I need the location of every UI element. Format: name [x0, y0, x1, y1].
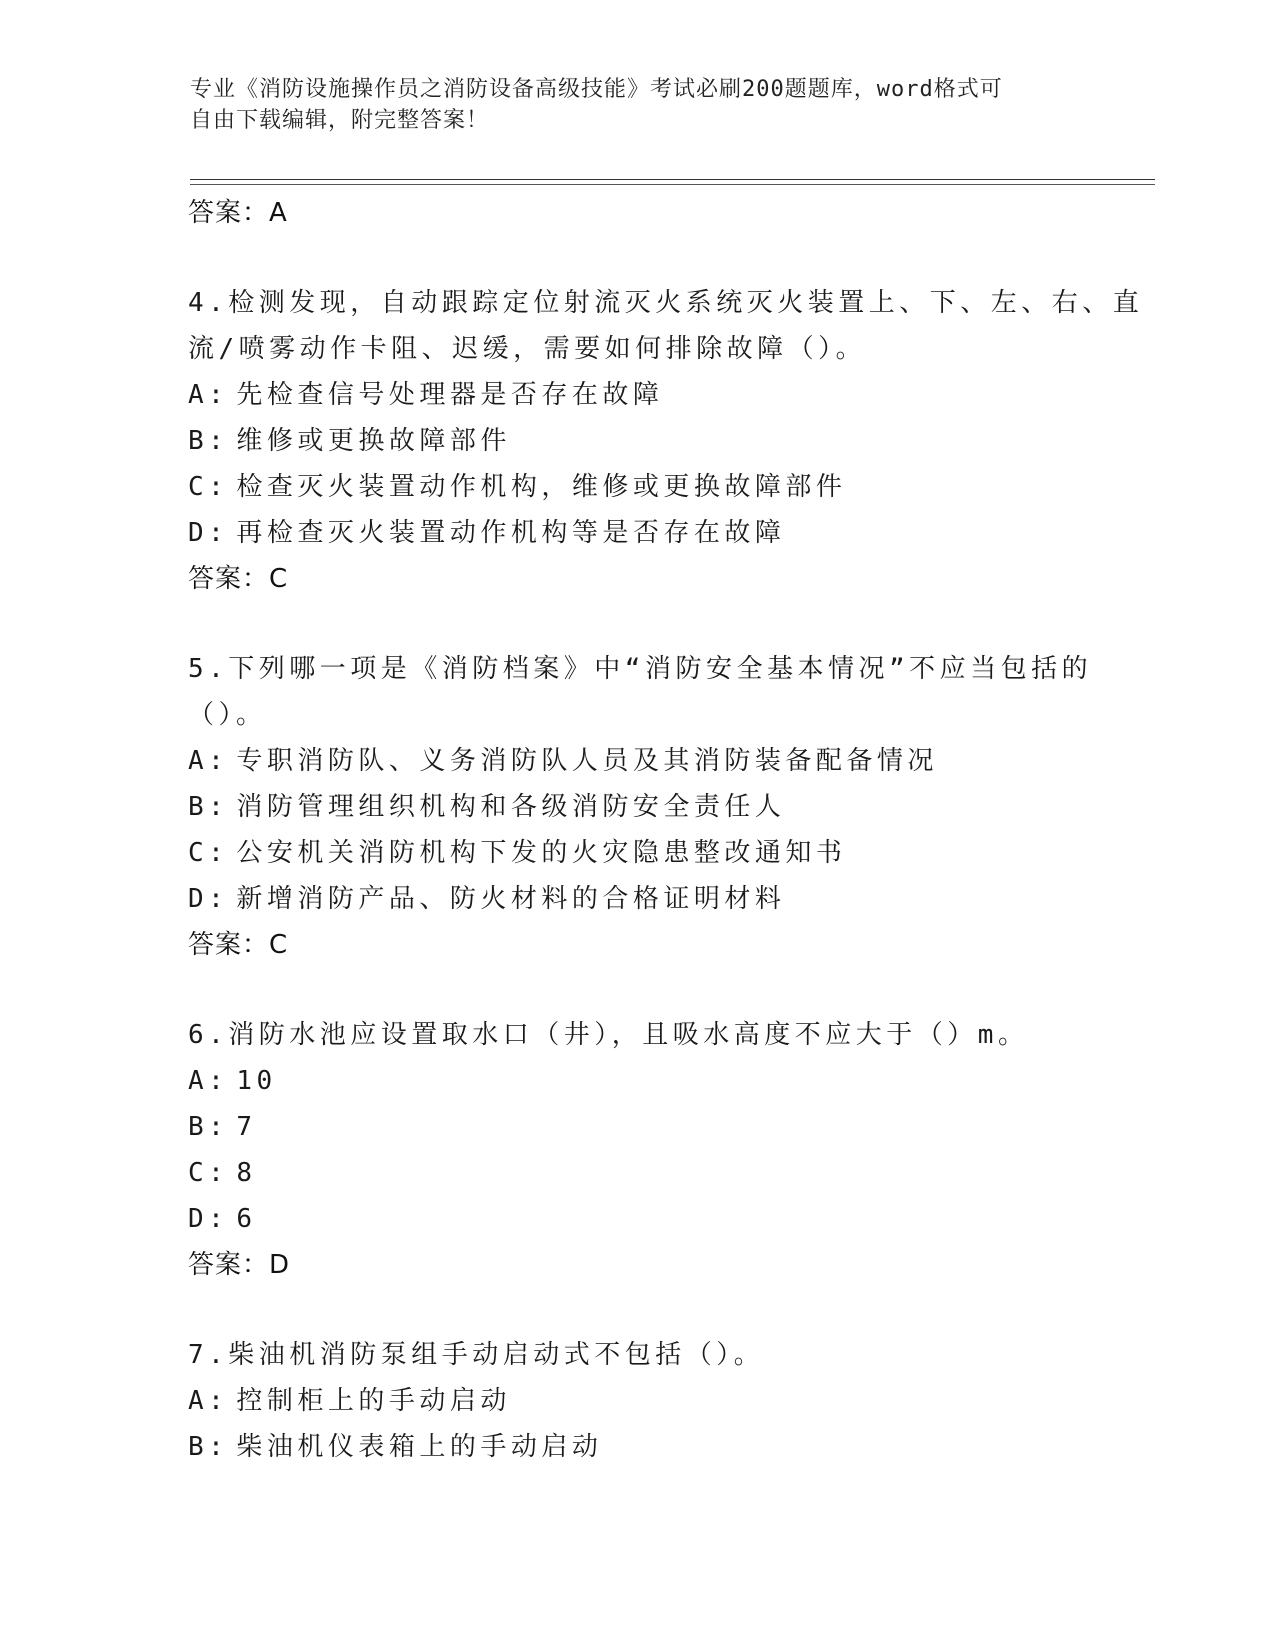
- header-divider-thick: [190, 179, 1155, 180]
- option-text: 检查灭火装置动作机构，维修或更换故障部件: [236, 472, 847, 502]
- option-letter: A:: [188, 1386, 229, 1416]
- document-header: [190, 74, 1090, 136]
- answer-line: 答案：C: [188, 564, 289, 594]
- option-c: [188, 1150, 1148, 1196]
- option-d: [188, 1196, 1148, 1242]
- question-stem: 5.下列哪一项是《消防档案》中“消防安全基本情况”不应当包括的（）。: [188, 654, 1093, 730]
- option-c: [188, 830, 1148, 876]
- option-b: [188, 418, 1148, 464]
- option-text: 控制柜上的手动启动: [236, 1386, 511, 1416]
- option-d: [188, 876, 1148, 922]
- option-text: 先检查信号处理器是否存在故障: [236, 380, 664, 410]
- option-b: [188, 1424, 1148, 1470]
- question-stem: 4.检测发现，自动跟踪定位射流灭火系统灭火装置上、下、左、右、直流/喷雾动作卡阻、迟缓，需要如何排除故障（）。: [188, 288, 1144, 364]
- option-letter: A:: [188, 1066, 229, 1096]
- option-letter: D:: [188, 518, 229, 548]
- option-text: 专职消防队、义务消防队人员及其消防装备配备情况: [236, 746, 938, 776]
- answer-line: 答案：A: [188, 198, 288, 228]
- option-text: 7: [236, 1112, 257, 1142]
- question-list: [188, 190, 1148, 1470]
- option-a: [188, 738, 1148, 784]
- option-text: 维修或更换故障部件: [236, 426, 511, 456]
- option-letter: B:: [188, 1432, 229, 1462]
- option-letter: B:: [188, 426, 229, 456]
- option-letter: C:: [188, 472, 229, 502]
- question-stem: 7.柴油机消防泵组手动启动式不包括（）。: [188, 1340, 765, 1370]
- option-letter: D:: [188, 884, 229, 914]
- option-letter: B:: [188, 792, 229, 822]
- option-text: 10: [236, 1066, 277, 1096]
- option-text: 8: [236, 1158, 257, 1188]
- option-a: [188, 1058, 1148, 1104]
- option-letter: D:: [188, 1204, 229, 1234]
- option-text: 柴油机仪表箱上的手动启动: [236, 1432, 603, 1462]
- question-item: [188, 280, 1148, 602]
- option-letter: A:: [188, 746, 229, 776]
- option-text: 消防管理组织机构和各级消防安全责任人: [236, 792, 786, 822]
- option-d: [188, 510, 1148, 556]
- question-item: [188, 1332, 1148, 1470]
- option-c: [188, 464, 1148, 510]
- question-item: [188, 646, 1148, 968]
- option-letter: A:: [188, 380, 229, 410]
- option-b: [188, 784, 1148, 830]
- option-text: 再检查灭火装置动作机构等是否存在故障: [236, 518, 786, 548]
- header-line-1: 专业《消防设施操作员之消防设备高级技能》考试必刷200题题库，word格式可: [190, 77, 1003, 102]
- question-stem: 6.消防水池应设置取水口（井），且吸水高度不应大于（）m。: [188, 1020, 1029, 1050]
- question-item: [188, 1012, 1148, 1288]
- option-b: [188, 1104, 1148, 1150]
- option-letter: C:: [188, 1158, 229, 1188]
- option-a: [188, 372, 1148, 418]
- option-text: 新增消防产品、防火材料的合格证明材料: [236, 884, 786, 914]
- header-divider-thin: [190, 184, 1155, 185]
- header-line-2: 自由下载编辑，附完整答案！: [190, 108, 490, 133]
- option-a: [188, 1378, 1148, 1424]
- option-text: 公安机关消防机构下发的火灾隐患整改通知书: [236, 838, 847, 868]
- option-letter: B:: [188, 1112, 229, 1142]
- answer-line: 答案：D: [188, 1250, 291, 1280]
- option-text: 6: [236, 1204, 257, 1234]
- option-letter: C:: [188, 838, 229, 868]
- answer-line: 答案：C: [188, 930, 289, 960]
